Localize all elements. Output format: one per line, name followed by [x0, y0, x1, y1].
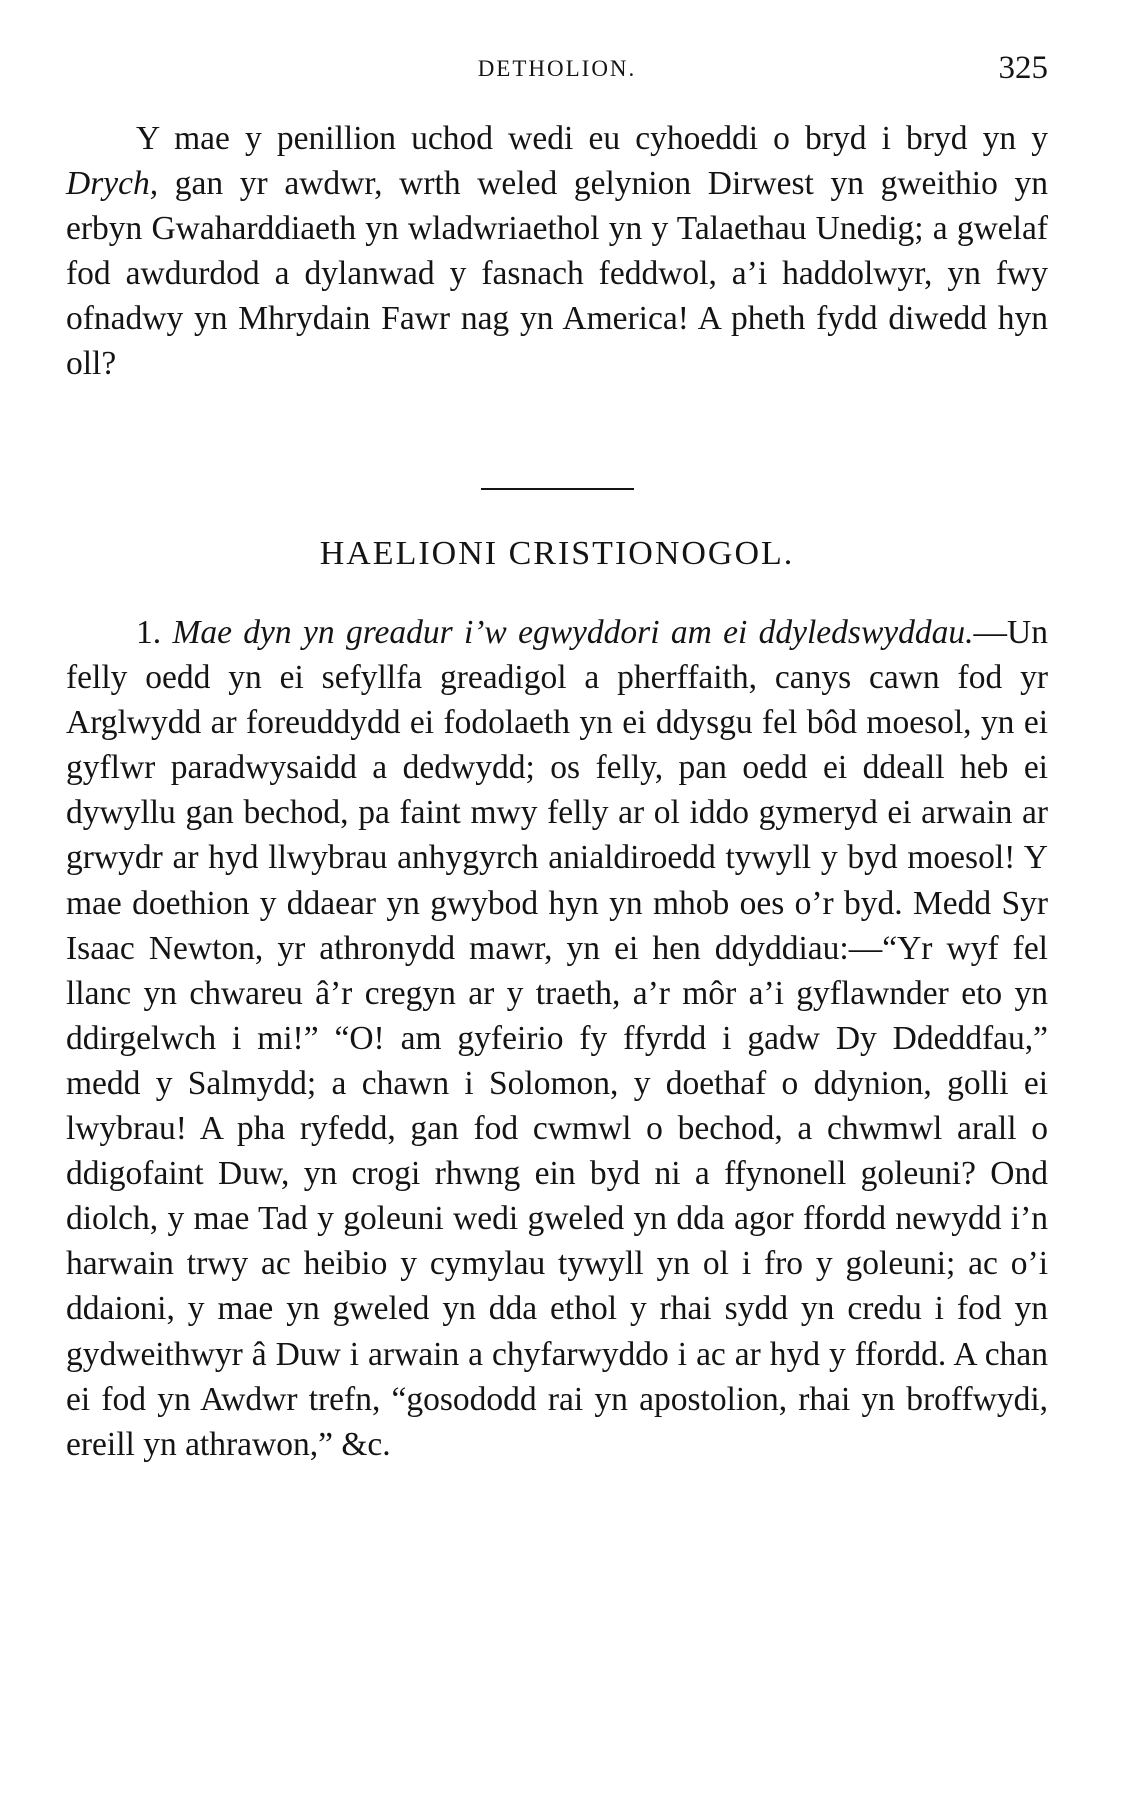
section-paragraph: [66, 610, 1048, 1467]
section-divider-rule: [481, 488, 634, 490]
running-title: DETHOLION.: [477, 56, 637, 81]
paragraph-number: 1.: [136, 614, 173, 651]
paragraph-body: —Un felly oedd yn ei sefyllfa greadigol a pherffaith, canys cawn fod yr Arglwydd ar foreuddydd ei fodolaeth yn ei ddysgu fel bôd moesol, yn ei gyflwr paradwysaidd a dedwydd; os felly, pan oedd ei ddeall heb ei dywyllu gan bechod, pa faint mwy felly ar ol iddo gymeryd ei arwain ar grwydr ar hyd llwybrau anhygyrch anialdiroedd tywyll y byd moesol! Y mae doethion y ddaear yn gwybod hyn yn mhob oes o’r byd. Medd Syr Isaac Newton, yr athronydd mawr, yn ei hen ddyddiau:—“Yr wyf fel llanc yn chwareu â’r cregyn ar y traeth, a’r môr a’i gyflawnder eto yn ddirgelwch i mi!” “O! am gyfeirio fy ffyrdd i gadw Dy Ddeddfau,” medd y Salmydd; a chawn i Solomon, y doethaf o ddynion, golli ei lwybrau! A pha ryfedd, gan fod cwmwl o bechod, a chwmwl arall o ddigofaint Duw, yn crogi rhwng ein byd ni a ffynonell goleuni? Ond diolch, y mae Tad y goleuni wedi gweled yn dda agor ffordd newydd i’n harwain trwy ac heibio y cymylau tywyll yn ol i fro y goleuni; ac o’i ddaioni, y mae yn gweled yn dda ethol y rhai sydd yn credu i fod yn gydweithwyr â Duw i arwain a chyfarwyddo i ac ar hyd y ffordd. A chan ei fod yn Awdwr trefn, “gosododd rai yn apostolion, rhai yn broffwydi, ereill yn athrawon,” &c.: [66, 614, 1048, 1463]
intro-text-part1: Y mae y penillion uchod wedi eu cyhoeddi o bryd i bryd yn y: [136, 120, 1048, 157]
section-heading: HAELIONI CRISTIONOGOL.: [319, 535, 795, 572]
intro-paragraph-block: [66, 116, 1048, 387]
page-number: 325: [998, 50, 1048, 86]
periodical-title: Drych,: [66, 165, 159, 203]
intro-text-part2: gan yr awdwr, wrth weled gelynion Dirwest yn gweithio yn erbyn Gwaharddiaeth yn wladwriaethol yn y Talaethau Unedig; a gwelaf fod awdurdod a dylanwad y fasnach feddwol, a’i haddolwyr, yn fwy ofnadwy yn Mhrydain Fawr nag yn America! A pheth fydd diwedd hyn oll?: [66, 165, 1048, 383]
paragraph-lead: Mae dyn yn greadur i’w egwyddori am ei ddyledswyddau.: [172, 614, 974, 651]
intro-paragraph: [66, 116, 1048, 387]
section-paragraph-block: [66, 610, 1048, 1467]
running-head: [66, 52, 1048, 92]
